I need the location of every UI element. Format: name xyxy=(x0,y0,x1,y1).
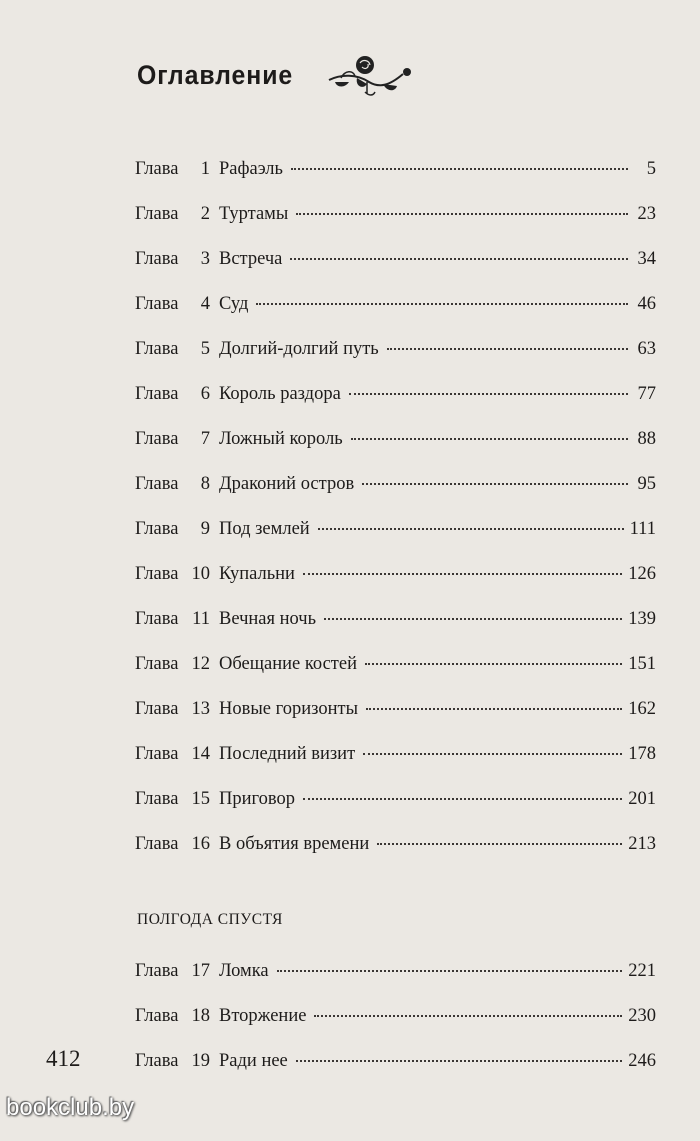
chapter-title: Приговор xyxy=(219,789,295,809)
chapter-page-number: 34 xyxy=(637,249,656,269)
chapter-title: Вечная ночь xyxy=(219,609,317,629)
chapter-page-number: 5 xyxy=(646,159,656,179)
watermark: bookclub.by xyxy=(6,1094,135,1121)
toc-entry xyxy=(135,245,656,273)
dot-leader xyxy=(365,663,622,665)
toc-entry xyxy=(135,830,656,858)
chapter-number: 14 xyxy=(191,744,210,764)
chapter-number: 5 xyxy=(200,339,210,359)
chapter-title: В объятия времени xyxy=(219,834,370,854)
chapter-page-number: 139 xyxy=(628,609,656,629)
dot-leader xyxy=(318,528,624,530)
toc-entry xyxy=(135,290,656,318)
chapter-number: 17 xyxy=(191,961,210,981)
chapter-label: Глава xyxy=(135,789,179,809)
chapter-page-number: 162 xyxy=(628,699,656,719)
dot-leader xyxy=(277,970,623,972)
chapter-label: Глава xyxy=(135,744,179,764)
dot-leader xyxy=(303,798,622,800)
chapter-label: Глава xyxy=(135,429,179,449)
chapter-label: Глава xyxy=(135,961,179,981)
toc-entry xyxy=(135,425,656,453)
chapter-page-number: 213 xyxy=(628,834,656,854)
chapter-label: Глава xyxy=(135,339,179,359)
chapter-page-number: 77 xyxy=(637,384,656,404)
chapter-number: 13 xyxy=(191,699,210,719)
chapter-label: Глава xyxy=(135,1051,179,1071)
chapter-label: Глава xyxy=(135,609,179,629)
chapter-label: Глава xyxy=(135,654,179,674)
dot-leader xyxy=(324,618,622,620)
toc-entry xyxy=(135,155,656,183)
toc-entry xyxy=(135,470,656,498)
chapter-title: Встреча xyxy=(219,249,283,269)
chapter-number: 15 xyxy=(191,789,210,809)
chapter-number: 2 xyxy=(200,204,210,224)
chapter-label: Глава xyxy=(135,564,179,584)
chapter-page-number: 23 xyxy=(637,204,656,224)
chapter-title: Долгий-долгий путь xyxy=(219,339,379,359)
dot-leader xyxy=(290,258,628,260)
toc-entry xyxy=(135,380,656,408)
chapter-page-number: 221 xyxy=(628,961,656,981)
chapter-page-number: 178 xyxy=(628,744,656,764)
chapter-page-number: 88 xyxy=(637,429,656,449)
chapter-number: 6 xyxy=(200,384,210,404)
rose-ornament-icon xyxy=(327,52,413,98)
toc-title: Оглавление xyxy=(137,59,294,90)
chapter-page-number: 201 xyxy=(628,789,656,809)
chapter-title: Купальни xyxy=(219,564,295,584)
chapter-title: Последний визит xyxy=(219,744,356,764)
chapter-number: 7 xyxy=(200,429,210,449)
chapter-title: Драконий остров xyxy=(219,474,355,494)
chapter-page-number: 95 xyxy=(637,474,656,494)
dot-leader xyxy=(351,438,628,440)
toc-entry xyxy=(135,560,656,588)
chapter-number: 4 xyxy=(200,294,210,314)
chapter-number: 11 xyxy=(192,609,210,629)
chapter-page-number: 111 xyxy=(629,519,656,539)
chapter-title: Суд xyxy=(219,294,249,314)
chapter-label: Глава xyxy=(135,474,179,494)
chapter-title: Обещание костей xyxy=(219,654,358,674)
dot-leader xyxy=(366,708,622,710)
chapter-label: Глава xyxy=(135,249,179,269)
chapter-page-number: 63 xyxy=(637,339,656,359)
chapter-page-number: 126 xyxy=(628,564,656,584)
dot-leader xyxy=(363,753,622,755)
chapter-label: Глава xyxy=(135,519,179,539)
toc-entry xyxy=(135,1002,656,1030)
chapter-number: 19 xyxy=(191,1051,210,1071)
chapter-number: 3 xyxy=(200,249,210,269)
dot-leader xyxy=(291,168,628,170)
chapter-label: Глава xyxy=(135,294,179,314)
toc-entry xyxy=(135,740,656,768)
dot-leader xyxy=(387,348,628,350)
chapter-page-number: 230 xyxy=(628,1006,656,1026)
chapter-title: Рафаэль xyxy=(219,159,283,179)
toc-heading xyxy=(137,52,413,98)
dot-leader xyxy=(314,1015,622,1017)
chapter-label: Глава xyxy=(135,1006,179,1026)
part-heading: ПОЛГОДА СПУСТЯ xyxy=(137,911,283,928)
chapter-number: 9 xyxy=(200,519,210,539)
toc-entry xyxy=(135,1047,656,1075)
chapter-label: Глава xyxy=(135,384,179,404)
toc-entry xyxy=(135,695,656,723)
dot-leader xyxy=(377,843,622,845)
chapter-number: 1 xyxy=(200,159,210,179)
chapter-number: 10 xyxy=(191,564,210,584)
chapter-title: Под землей xyxy=(219,519,310,539)
toc-entry xyxy=(135,515,656,543)
chapter-number: 12 xyxy=(191,654,210,674)
toc-entry xyxy=(135,957,656,985)
chapter-title: Вторжение xyxy=(219,1006,307,1026)
dot-leader xyxy=(296,213,628,215)
chapter-number: 8 xyxy=(200,474,210,494)
chapter-number: 16 xyxy=(191,834,210,854)
chapter-title: Ради нее xyxy=(219,1051,288,1071)
chapter-page-number: 246 xyxy=(628,1051,656,1071)
chapter-number: 18 xyxy=(191,1006,210,1026)
chapter-title: Новые горизонты xyxy=(219,699,359,719)
dot-leader xyxy=(303,573,622,575)
chapter-title: Туртамы xyxy=(219,204,289,224)
chapter-page-number: 46 xyxy=(637,294,656,314)
toc-entry xyxy=(135,605,656,633)
dot-leader xyxy=(256,303,628,305)
chapter-label: Глава xyxy=(135,204,179,224)
toc-entry xyxy=(135,200,656,228)
toc-entry xyxy=(135,785,656,813)
dot-leader xyxy=(296,1060,622,1062)
dot-leader xyxy=(349,393,628,395)
dot-leader xyxy=(362,483,628,485)
chapter-label: Глава xyxy=(135,699,179,719)
chapter-label: Глава xyxy=(135,834,179,854)
chapter-title: Ломка xyxy=(219,961,269,981)
toc-entry xyxy=(135,335,656,363)
toc-entry xyxy=(135,650,656,678)
chapter-label: Глава xyxy=(135,159,179,179)
page-number: 412 xyxy=(46,1046,81,1071)
chapter-title: Ложный король xyxy=(219,429,343,449)
chapter-title: Король раздора xyxy=(219,384,341,404)
chapter-page-number: 151 xyxy=(628,654,656,674)
